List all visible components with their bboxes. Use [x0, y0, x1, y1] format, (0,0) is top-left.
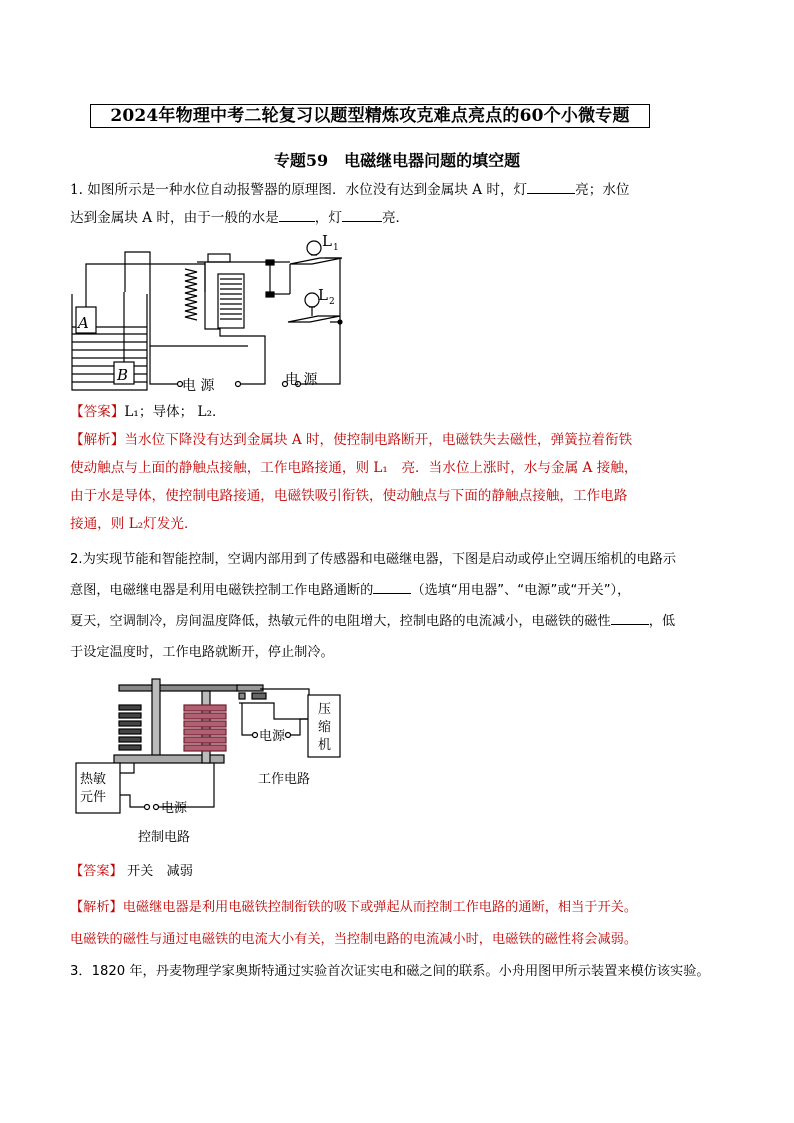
q1-text-b: 亮；水位 [575, 182, 630, 198]
series-banner: 2024年物理中考二轮复习以题型精炼攻克难点亮点的60个小微专题 [90, 104, 650, 128]
question-2 [70, 544, 734, 668]
q2-analysis-line-2: 电磁铁的磁性与通过电磁铁的电流大小有关，当控制电路的电流减小时，电磁铁的磁性将会减弱。 [70, 932, 638, 947]
lamp-2-subscript: 2 [329, 297, 335, 307]
work-power-label: 电 源 [285, 372, 318, 388]
q1-text-e: 亮． [381, 210, 410, 226]
water-level-alarm-diagram [70, 234, 350, 394]
q2-answer [70, 858, 734, 886]
q1-blank-3[interactable] [342, 206, 382, 222]
q1-text-c: 达到金属块 A 时，由于一般的水是 [70, 210, 279, 226]
q1-analysis-line-2: 使动触点与上面的静触点接触，工作电路接通，则 L₁ 亮．当水位上涨时，水与金属 A 接触， [70, 460, 638, 476]
compressor-label-3: 机 [318, 738, 332, 753]
block-a-label: A [78, 314, 89, 332]
q2-line-1: 2.为实现节能和智能控制，空调内部用到了传感器和电磁继电器，下图是启动或停止空调压缩机的电路示 [70, 552, 677, 567]
air-conditioner-relay-diagram [74, 675, 374, 850]
q1-blank-1[interactable] [527, 178, 575, 194]
q1-text-d: ，灯 [314, 210, 342, 226]
q2-analysis [70, 892, 734, 956]
q1-analysis-line-4: 接通，则 L₂灯发光． [70, 516, 198, 532]
topic-title: 专题59 电磁继电器问题的填空题 [273, 151, 521, 170]
control-circuit-label: 控制电路 [138, 830, 191, 845]
q2-line-4: 于设定温度时，工作电路就断开，停止制冷。 [70, 645, 334, 660]
q1-answer [70, 398, 734, 426]
control-power-label: 电源 [161, 801, 188, 816]
q2-answer-text: 开关 减弱 [122, 864, 193, 879]
q2-blank-2[interactable] [611, 609, 649, 625]
q1-text-a: 1. 如图所示是一种水位自动报警器的原理图．水位没有达到金属块 A 时，灯 [70, 182, 528, 198]
q2-line-3b: ，低 [648, 614, 676, 629]
lamp-1-subscript: 1 [333, 243, 339, 253]
answer-tag: 【答案】 [70, 404, 125, 420]
control-power-label: 电 源 [182, 378, 215, 394]
compressor-label-2: 缩 [318, 720, 332, 735]
q2-line-2: 意图，电磁继电器是利用电磁铁控制工作电路通断的 [70, 583, 374, 598]
q2-analysis-line-1: 电磁继电器是利用电磁铁控制衔铁的吸下或弹起从而控制工作电路的通断，相当于开关。 [122, 900, 638, 915]
block-b-label: B [117, 366, 129, 384]
answer-tag: 【答案】 [70, 864, 123, 879]
compressor-label-1: 压 [318, 702, 332, 717]
question-1 [70, 176, 734, 232]
q2-line-2b: （选填“用电器”、“电源”或“开关”）， [411, 583, 631, 598]
thermistor-label-1: 热敏 [80, 772, 107, 787]
q2-line-3: 夏天，空调制冷，房间温度降低，热敏元件的电阻增大，控制电路的电流减小，电磁铁的磁性 [70, 614, 611, 629]
q1-analysis-line-3: 由于水是导体，使控制电路接通，电磁铁吸引衔铁，使动触点与下面的静触点接触，工作电路 [70, 488, 628, 504]
work-power-label: 电源 [259, 729, 286, 744]
q2-blank-1[interactable] [373, 578, 411, 594]
thermistor-label-2: 元件 [80, 790, 107, 805]
q1-answer-text: L₁；导体； L₂． [124, 404, 226, 420]
question-3: 3．1820 年，丹麦物理学家奥斯特通过实验首次证实电和磁之间的联系。小舟用图甲所示装置来模仿该实验。 [70, 964, 710, 979]
analysis-tag: 【解析】 [70, 432, 125, 448]
analysis-tag: 【解析】 [70, 900, 123, 915]
q1-blank-2[interactable] [279, 206, 315, 222]
q1-analysis [70, 426, 734, 538]
q1-analysis-line-1: 当水位下降没有达到金属块 A 时，使控制电路断开，电磁铁失去磁性，弹簧拉着衔铁 [124, 432, 633, 448]
lamp-2-label: L [318, 286, 328, 304]
lamp-1-label: L [322, 234, 332, 250]
work-circuit-label: 工作电路 [258, 772, 311, 787]
